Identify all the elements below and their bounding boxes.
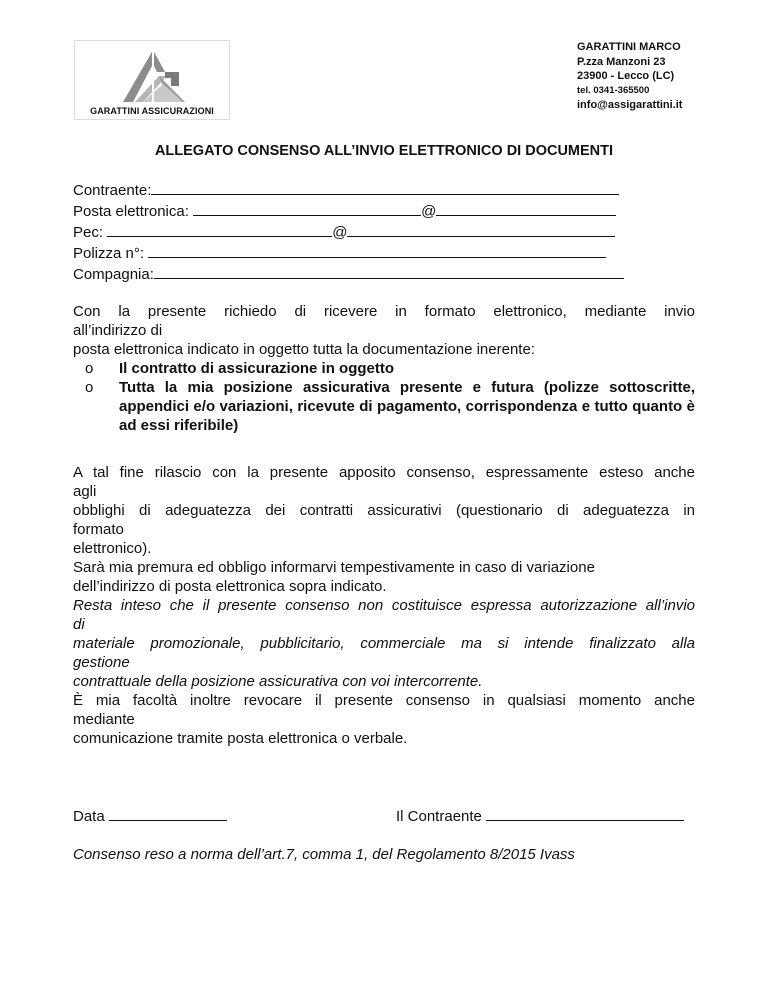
company-email: info@assigarattini.it: [577, 99, 683, 111]
date-blank[interactable]: [109, 806, 227, 821]
list-item: [73, 378, 695, 435]
contraente-blank[interactable]: [151, 180, 619, 195]
signature-field: [396, 806, 684, 825]
consent-line: contrattuale della posizione assicurativa con voi intercorrente.: [73, 673, 483, 690]
bullet-icon: o: [85, 360, 94, 377]
company-phone: tel. 0341-365500: [577, 84, 650, 96]
list-item-text: Il contratto di assicurazione in oggetto: [119, 360, 395, 377]
field-pec-label: Pec:: [73, 224, 108, 241]
consent-line: comunicazione tramite posta elettronica o verbale.: [73, 730, 408, 747]
consent-line: agli: [73, 483, 97, 500]
consent-line: Resta inteso che il presente consenso non costituisce espressa autorizzazione all’invio: [73, 597, 695, 614]
document-title: ALLEGATO CONSENSO ALL’INVIO ELETTRONICO DI DOCUMENTI: [154, 143, 614, 159]
consent-line: dell’indirizzo di posta elettronica sopra indicato.: [73, 578, 387, 595]
field-polizza: [73, 243, 624, 264]
legal-note: Consenso reso a norma dell’art.7, comma 1, del Regolamento 8/2015 Ivass: [73, 846, 575, 863]
consent-section: [73, 463, 695, 748]
company-info: [577, 40, 682, 113]
consent-line: Sarà mia premura ed obbligo informarvi tempestivamente in caso di variazione: [73, 559, 595, 576]
bullet-icon: o: [85, 379, 94, 396]
date-label: Data: [73, 808, 109, 825]
consent-line: di: [73, 616, 85, 633]
pec-at: @: [332, 224, 348, 241]
signature-label: Il Contraente: [396, 808, 487, 825]
posta-domain-blank[interactable]: [436, 201, 616, 216]
field-compagnia: [73, 264, 624, 285]
posta-user-blank[interactable]: [193, 201, 421, 216]
list-item-text: Tutta la mia posizione assicurativa presente e futura (polizze sottoscritte, appendici e/o variazioni, ricevute di pagamento, corrispondenza e tutto quanto è ad essi riferibile): [119, 379, 695, 434]
field-polizza-label: Polizza n°:: [73, 245, 149, 262]
logo-text: GARATTINI ASSICURAZIONI: [90, 106, 214, 116]
pec-user-blank[interactable]: [107, 222, 332, 237]
signature-row: [73, 806, 695, 826]
posta-at: @: [421, 203, 437, 220]
field-compagnia-label: Compagnia:: [73, 266, 154, 283]
field-posta-label: Posta elettronica:: [73, 203, 194, 220]
list-item: [73, 359, 695, 378]
request-line: all’indirizzo di: [73, 322, 163, 339]
consent-line: materiale promozionale, pubblicitario, commerciale ma si intende finalizzato alla: [73, 635, 695, 652]
signature-blank[interactable]: [486, 806, 684, 821]
polizza-blank[interactable]: [148, 243, 606, 258]
compagnia-blank[interactable]: [154, 264, 624, 279]
field-contraente: [73, 180, 624, 201]
consent-line: A tal fine rilascio con la presente apposito consenso, espressamente esteso anche: [73, 464, 695, 481]
consent-line: mediante: [73, 711, 135, 728]
field-pec: [73, 222, 624, 243]
consent-line: obblighi di adeguatezza dei contratti assicurativi (questionario di adeguatezza in: [73, 502, 695, 519]
field-posta: [73, 201, 624, 222]
consent-line: È mia facoltà inoltre revocare il presente consenso in qualsiasi momento anche: [73, 692, 695, 709]
request-line: Con la presente richiedo di ricevere in formato elettronico, mediante invio: [73, 303, 695, 320]
request-list: [73, 359, 695, 435]
field-contraente-label: Contraente:: [73, 182, 152, 199]
consent-line: formato: [73, 521, 124, 538]
form-fields: [73, 180, 624, 285]
company-logo: [74, 40, 230, 120]
company-city: 23900 - Lecco (LC): [577, 70, 675, 82]
consent-line: gestione: [73, 654, 130, 671]
pec-domain-blank[interactable]: [347, 222, 615, 237]
company-address: P.zza Manzoni 23: [577, 55, 666, 68]
date-field: [73, 806, 227, 825]
request-section: [73, 302, 695, 435]
request-line: posta elettronica indicato in oggetto tutta la documentazione inerente:: [73, 341, 535, 358]
company-name: GARATTINI MARCO: [577, 41, 681, 53]
ga-monogram-icon: [113, 46, 193, 104]
consent-line: elettronico).: [73, 540, 152, 557]
